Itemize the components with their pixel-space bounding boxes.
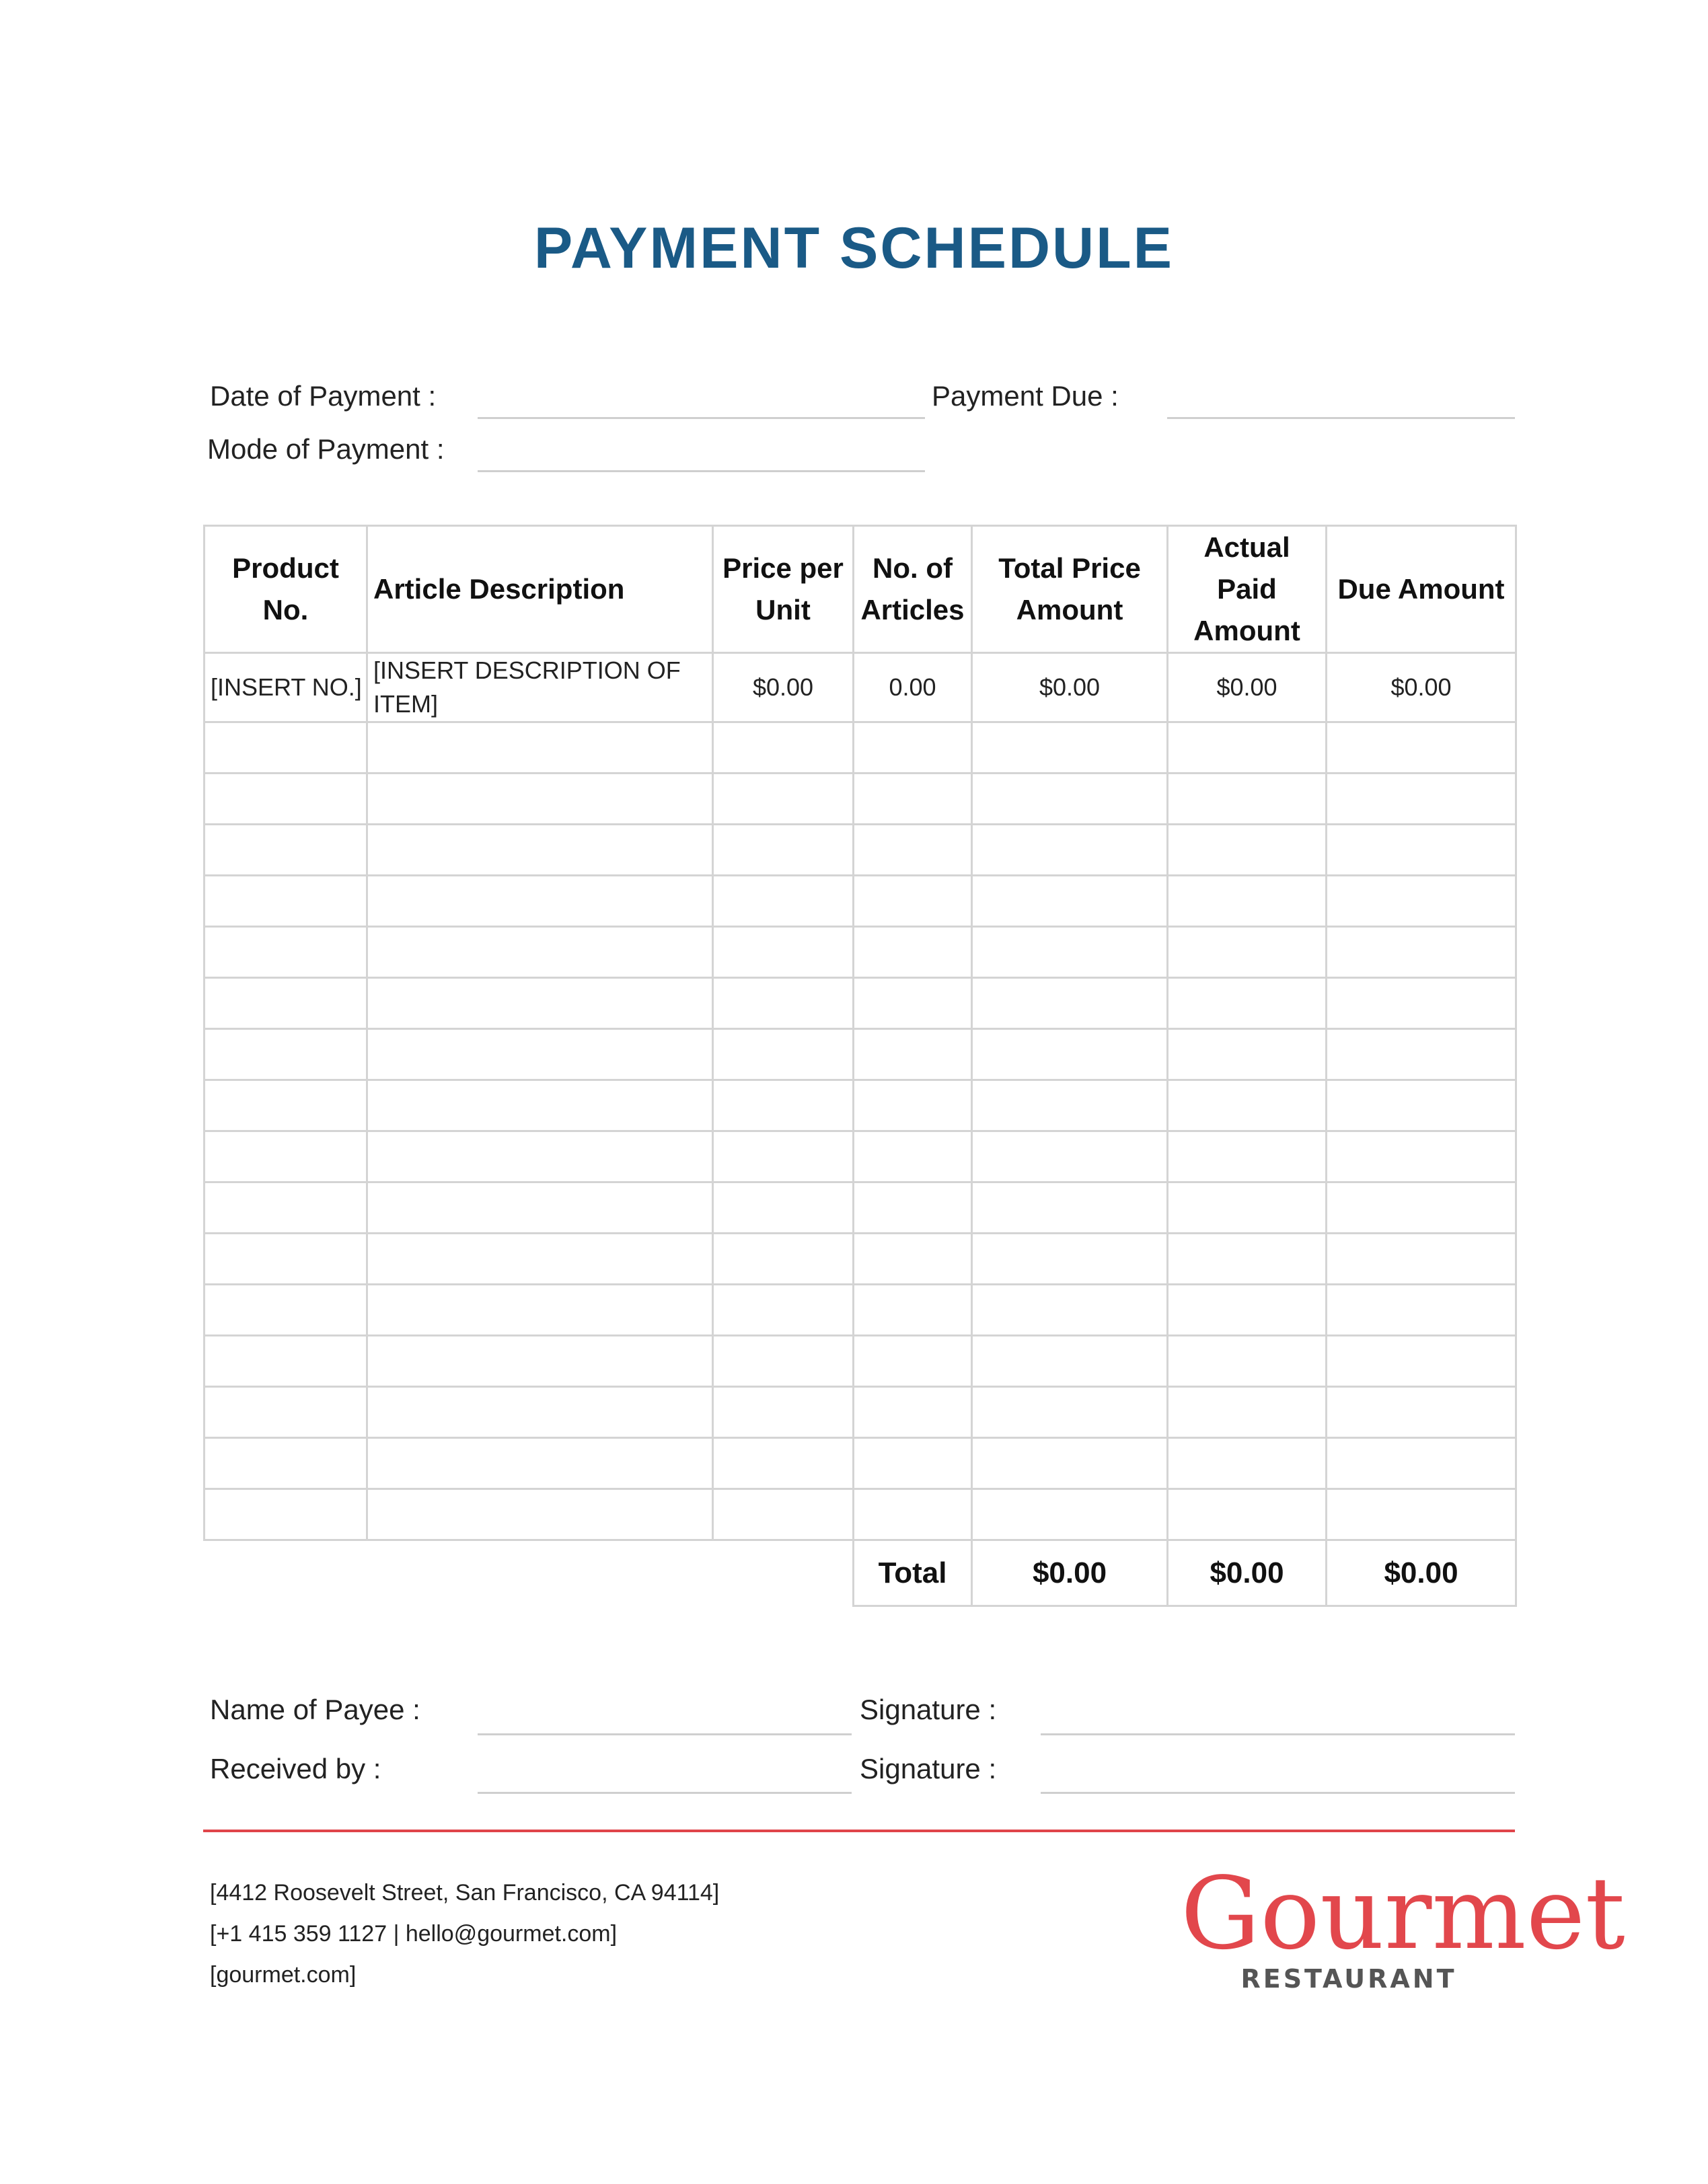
table-cell[interactable] [854, 1182, 972, 1234]
payment-table [203, 525, 1517, 1607]
table-cell[interactable] [854, 1131, 972, 1182]
table-cell[interactable] [972, 1131, 1168, 1182]
header-product-no: Product No. [205, 526, 367, 653]
table-cell[interactable] [1168, 927, 1327, 978]
header-due-amount: Due Amount [1327, 526, 1516, 653]
total-price-sum: $0.00 [972, 1540, 1168, 1606]
table-cell[interactable] [1327, 1285, 1516, 1336]
table-cell[interactable] [367, 1438, 713, 1489]
table-cell[interactable] [854, 927, 972, 978]
table-cell[interactable] [972, 1489, 1168, 1540]
table-cell[interactable] [713, 1438, 854, 1489]
table-cell[interactable] [1168, 722, 1327, 774]
table-cell[interactable] [713, 876, 854, 927]
table-cell[interactable] [854, 1285, 972, 1336]
cell-no-of-articles[interactable]: 0.00 [854, 653, 972, 722]
table-cell[interactable] [854, 774, 972, 825]
table-row [205, 1489, 1516, 1540]
name-of-payee-field[interactable] [478, 1733, 852, 1735]
payment-due-field[interactable] [1167, 417, 1515, 419]
table-cell[interactable] [854, 1489, 972, 1540]
table-cell[interactable] [1327, 1080, 1516, 1131]
table-cell[interactable] [713, 1387, 854, 1438]
table-cell[interactable] [713, 1182, 854, 1234]
total-due-sum: $0.00 [1327, 1540, 1516, 1606]
total-actual-paid-sum: $0.00 [1168, 1540, 1327, 1606]
table-cell[interactable] [972, 1438, 1168, 1489]
table-cell[interactable] [972, 927, 1168, 978]
table-cell[interactable] [972, 1387, 1168, 1438]
table-cell[interactable] [367, 1336, 713, 1387]
table-cell[interactable] [854, 978, 972, 1029]
header-article-description: Article Description [367, 526, 713, 653]
table-cell[interactable] [854, 1234, 972, 1285]
table-cell[interactable] [972, 1234, 1168, 1285]
table-cell[interactable] [1168, 1285, 1327, 1336]
table-cell[interactable] [205, 1489, 367, 1540]
table-row [205, 1234, 1516, 1285]
table-cell[interactable] [854, 825, 972, 876]
gourmet-logo-subtitle: RESTAURANT [1240, 1964, 1457, 1994]
table-cell[interactable] [1327, 825, 1516, 876]
table-cell[interactable] [205, 774, 367, 825]
total-label: Total [854, 1540, 972, 1606]
table-cell[interactable] [854, 1080, 972, 1131]
cell-description[interactable]: [INSERT DESCRIPTION OF ITEM] [367, 653, 713, 722]
table-cell[interactable] [1168, 1029, 1327, 1080]
mode-of-payment-label: Mode of Payment : [207, 433, 445, 465]
table-cell[interactable] [972, 1029, 1168, 1080]
table-cell[interactable] [367, 1080, 713, 1131]
table-cell[interactable] [1168, 825, 1327, 876]
table-row [205, 1336, 1516, 1387]
cell-product-no[interactable]: [INSERT NO.] [205, 653, 367, 722]
cell-actual-paid[interactable]: $0.00 [1168, 653, 1327, 722]
table-cell[interactable] [367, 774, 713, 825]
table-cell[interactable] [367, 1387, 713, 1438]
table-cell[interactable] [1327, 876, 1516, 927]
table-row [205, 927, 1516, 978]
table-cell[interactable] [713, 1029, 854, 1080]
page-title: PAYMENT SCHEDULE [533, 216, 1175, 280]
table-row [205, 774, 1516, 825]
table-cell[interactable] [972, 1182, 1168, 1234]
payment-due-label: Payment Due : [932, 380, 1119, 412]
table-cell[interactable] [854, 1029, 972, 1080]
table-cell[interactable] [367, 1131, 713, 1182]
table-cell[interactable] [1327, 927, 1516, 978]
table-cell[interactable] [1168, 1080, 1327, 1131]
table-cell[interactable] [1168, 1234, 1327, 1285]
table-cell[interactable] [713, 722, 854, 774]
table-cell[interactable] [205, 978, 367, 1029]
table-cell[interactable] [1168, 1336, 1327, 1387]
signature-field-2[interactable] [1041, 1792, 1515, 1794]
table-cell[interactable] [1327, 1131, 1516, 1182]
table-cell[interactable] [972, 774, 1168, 825]
table-cell[interactable] [1327, 1489, 1516, 1540]
table-cell[interactable] [205, 1131, 367, 1182]
table-cell[interactable] [1327, 1438, 1516, 1489]
table-cell[interactable] [972, 825, 1168, 876]
cell-price-per-unit[interactable]: $0.00 [713, 653, 854, 722]
table-cell[interactable] [972, 876, 1168, 927]
table-cell[interactable] [713, 1131, 854, 1182]
table-cell[interactable] [854, 1387, 972, 1438]
table-cell[interactable] [367, 825, 713, 876]
table-cell[interactable] [713, 1489, 854, 1540]
table-cell[interactable] [205, 1029, 367, 1080]
table-cell[interactable] [972, 1285, 1168, 1336]
header-total-price-amount: Total Price Amount [972, 526, 1168, 653]
table-cell[interactable] [1327, 1029, 1516, 1080]
table-row [205, 1438, 1516, 1489]
table-row [205, 1387, 1516, 1438]
table-cell[interactable] [1327, 1182, 1516, 1234]
table-cell[interactable] [713, 1234, 854, 1285]
table-cell[interactable] [854, 1336, 972, 1387]
table-cell[interactable] [1168, 1387, 1327, 1438]
date-of-payment-field[interactable] [478, 417, 925, 419]
table-cell[interactable] [367, 978, 713, 1029]
table-cell[interactable] [367, 1234, 713, 1285]
table-cell[interactable] [205, 1387, 367, 1438]
table-cell[interactable] [205, 1336, 367, 1387]
table-cell[interactable] [367, 1489, 713, 1540]
table-cell[interactable] [713, 1285, 854, 1336]
signature-label-1: Signature : [860, 1694, 997, 1725]
table-cell[interactable] [205, 1438, 367, 1489]
table-cell[interactable] [1327, 722, 1516, 774]
table-cell[interactable] [854, 876, 972, 927]
table-row [205, 1029, 1516, 1080]
table-cell[interactable] [972, 1336, 1168, 1387]
table-cell[interactable] [205, 927, 367, 978]
table-cell[interactable] [1168, 774, 1327, 825]
table-row [205, 1131, 1516, 1182]
table-cell[interactable] [205, 825, 367, 876]
table-cell[interactable] [972, 722, 1168, 774]
table-row [205, 722, 1516, 774]
table-cell[interactable] [1168, 978, 1327, 1029]
cell-total-price[interactable]: $0.00 [972, 653, 1168, 722]
table-cell[interactable] [1327, 978, 1516, 1029]
table-cell[interactable] [367, 722, 713, 774]
table-row [205, 1285, 1516, 1336]
table-cell[interactable] [1327, 1234, 1516, 1285]
table-cell[interactable] [205, 1234, 367, 1285]
table-cell[interactable] [1168, 1182, 1327, 1234]
total-row [205, 1540, 1516, 1606]
table-cell[interactable] [1168, 1131, 1327, 1182]
table-cell[interactable] [205, 1285, 367, 1336]
signature-label-2: Signature : [860, 1753, 997, 1784]
received-by-label: Received by : [210, 1753, 381, 1784]
table-cell[interactable] [367, 1182, 713, 1234]
table-cell[interactable] [854, 722, 972, 774]
table-cell[interactable] [1168, 876, 1327, 927]
table-cell[interactable] [713, 978, 854, 1029]
table-cell[interactable] [713, 1080, 854, 1131]
table-row [205, 1182, 1516, 1234]
cell-due-amount[interactable]: $0.00 [1327, 653, 1516, 722]
table-row [205, 1080, 1516, 1131]
table-cell[interactable] [1168, 1438, 1327, 1489]
table-cell[interactable] [854, 1438, 972, 1489]
table-cell[interactable] [1168, 1489, 1327, 1540]
table-cell[interactable] [1327, 1387, 1516, 1438]
gourmet-logo: Gourmet [1181, 1856, 1625, 1971]
table-cell[interactable] [972, 1080, 1168, 1131]
header-no-of-articles: No. of Articles [854, 526, 972, 653]
footer-divider [203, 1830, 1515, 1832]
table-cell[interactable] [1327, 1336, 1516, 1387]
table-cell[interactable] [205, 1182, 367, 1234]
table-cell[interactable] [367, 1285, 713, 1336]
header-price-per-unit: Price per Unit [713, 526, 854, 653]
footer-phone-email: [+1 415 359 1127 | hello@gourmet.com] [210, 1921, 618, 1947]
table-row [205, 653, 1516, 722]
footer-website: [gourmet.com] [210, 1962, 357, 1988]
header-actual-paid-amount: Actual Paid Amount [1168, 526, 1327, 653]
table-cell[interactable] [367, 927, 713, 978]
table-row [205, 978, 1516, 1029]
footer-address: [4412 Roosevelt Street, San Francisco, CA 94114] [210, 1880, 720, 1906]
table-cell[interactable] [713, 927, 854, 978]
table-header-row [205, 526, 1516, 653]
table-cell[interactable] [367, 1029, 713, 1080]
table-row [205, 825, 1516, 876]
table-cell[interactable] [205, 1080, 367, 1131]
table-cell[interactable] [205, 722, 367, 774]
name-of-payee-label: Name of Payee : [210, 1694, 420, 1725]
table-cell[interactable] [972, 978, 1168, 1029]
table-cell[interactable] [1327, 774, 1516, 825]
date-of-payment-label: Date of Payment : [210, 380, 437, 412]
table-cell[interactable] [713, 825, 854, 876]
mode-of-payment-field[interactable] [478, 470, 925, 472]
table-cell[interactable] [713, 1336, 854, 1387]
table-cell[interactable] [713, 774, 854, 825]
table-row [205, 876, 1516, 927]
table-cell[interactable] [205, 876, 367, 927]
received-by-field[interactable] [478, 1792, 852, 1794]
table-cell[interactable] [367, 876, 713, 927]
signature-field-1[interactable] [1041, 1733, 1515, 1735]
